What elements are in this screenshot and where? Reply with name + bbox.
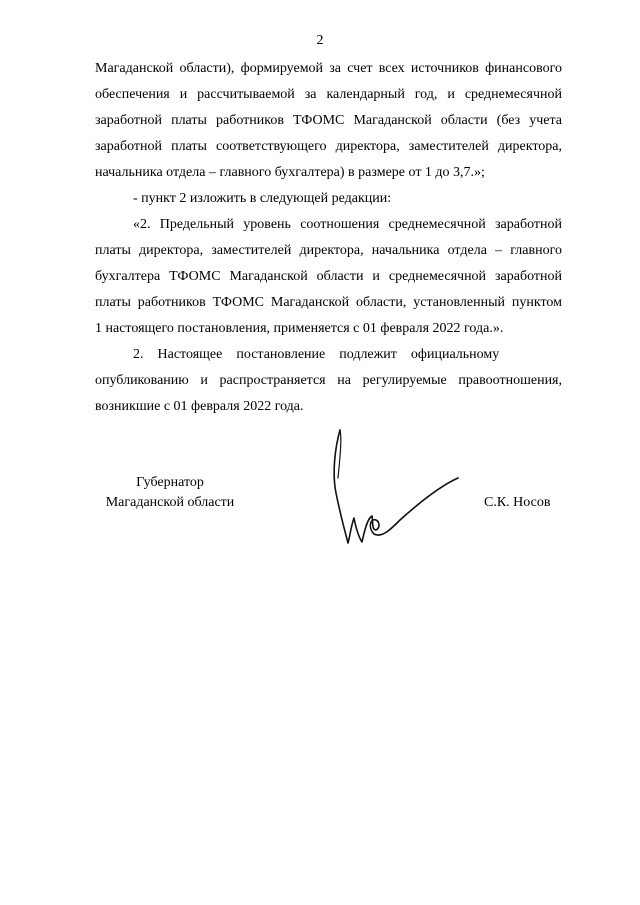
paragraph-1-line-4: заработной платы соответствующего директора, заместителей директора,	[95, 139, 562, 154]
paragraph-1-line-2: обеспечения и рассчитываемой за календарный год, и среднемесячной	[95, 87, 562, 102]
paragraph-3-line-3: бухгалтера ТФОМС Магаданской области и среднемесячной заработной	[95, 269, 562, 284]
paragraph-3-line-1: «2. Предельный уровень соотношения среднемесячной заработной	[133, 217, 562, 232]
signatory-title-line-2: Магаданской области	[105, 495, 235, 510]
handwritten-signature	[310, 418, 470, 558]
signatory-title-line-1: Губернатор	[136, 475, 204, 490]
paragraph-1-line-3: заработной платы работников ТФОМС Магаданской области (без учета	[95, 113, 562, 128]
paragraph-3-line-4: платы работников ТФОМС Магаданской области, установленный пунктом	[95, 295, 562, 310]
paragraph-3-line-2: платы директора, заместителей директора, начальника отдела – главного	[95, 243, 562, 258]
paragraph-1-line-1: Магаданской области), формируемой за счет всех источников финансового	[95, 61, 562, 76]
signatory-title	[95, 473, 245, 513]
paragraph-3-line-5: 1 настоящего постановления, применяется с 01 февраля 2022 года.».	[95, 321, 504, 336]
signatory-name: С.К. Носов	[484, 495, 551, 510]
paragraph-4-line-1: 2. Настоящее постановление подлежит официальному	[133, 347, 500, 362]
paragraph-2: - пункт 2 изложить в следующей редакции:	[133, 191, 392, 206]
page-number: 2	[316, 33, 324, 48]
paragraph-1-line-5: начальника отдела – главного бухгалтера) в размере от 1 до 3,7.»;	[95, 165, 485, 180]
paragraph-4-line-3: возникшие с 01 февраля 2022 года.	[95, 399, 304, 414]
paragraph-4-line-2: опубликованию и распространяется на регулируемые правоотношения,	[95, 373, 562, 388]
